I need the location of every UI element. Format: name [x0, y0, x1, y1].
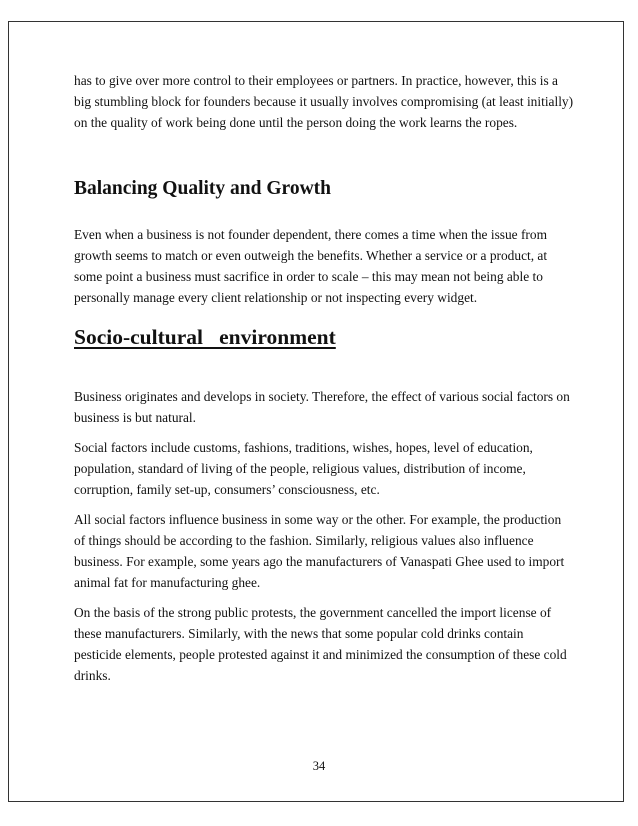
paragraph-business-originates: Business originates and develops in society. Therefore, the effect of various social factors on business is but natural.: [74, 389, 570, 425]
heading-balancing-quality-growth: Balancing Quality and Growth: [74, 178, 331, 199]
paragraph-balancing: Even when a business is not founder dependent, there comes a time when the issue from growth seems to match or even outweigh the benefits. Whether a service or a product, at some point a business must sacrifice in order to scale – this may mean not being able to personally manage every client relationship or not inspecting every widget.: [74, 227, 548, 305]
paragraph-public-protests: On the basis of the strong public protests, the government cancelled the import license of these manufacturers. Similarly, with the news that some popular cold drinks contain pesticide elements, people protested against it and minimized the consumption of these cold drinks.: [74, 605, 567, 683]
page-number: 34: [312, 759, 326, 773]
paragraph-intro: has to give over more control to their employees or partners. In practice, however, this is a big stumbling block for founders because it usually involves compromising (at least initially) on the quality of work being done until the person doing the work learns the ropes.: [74, 73, 574, 130]
heading-socio-cultural-environment: Socio-cultural environment: [74, 325, 336, 349]
paragraph-social-influence: All social factors influence business in some way or the other. For example, the production of things should be according to the fashion. Similarly, religious values also influence business. For example, some years ago the manufacturers of Vanaspati Ghee used to import animal fat for manufacturing ghee.: [74, 512, 565, 590]
page-content: [74, 70, 574, 686]
paragraph-social-factors: Social factors include customs, fashions, traditions, wishes, hopes, level of education, population, standard of living of the people, religious values, distribution of income, corruption, family set-up, consumers’ consciousness, etc.: [74, 440, 533, 497]
